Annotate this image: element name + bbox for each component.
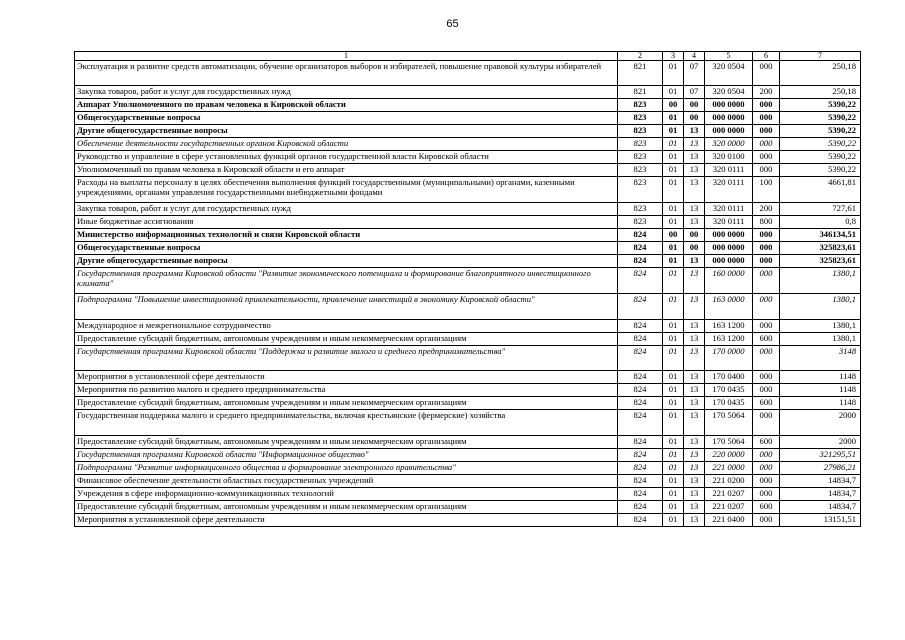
item-name-cell: Иные бюджетные ассигнования (75, 216, 618, 229)
expense-type-cell: 000 (753, 384, 780, 397)
subsection-code-cell: 13 (684, 255, 705, 268)
amount-cell: 14834,7 (780, 475, 861, 488)
expense-type-cell: 000 (753, 125, 780, 138)
subsection-code-cell: 00 (684, 229, 705, 242)
target-article-cell: 320 0100 (705, 151, 753, 164)
amount-cell: 1148 (780, 397, 861, 410)
table-row (75, 501, 861, 514)
section-code-cell: 01 (663, 514, 684, 527)
subsection-code-cell: 13 (684, 475, 705, 488)
table-row (75, 436, 861, 449)
item-name-cell: Мероприятия в установленной сфере деятельности (75, 514, 618, 527)
ministry-code-cell: 824 (618, 320, 663, 333)
item-name-cell: Министерство информационных технологий и связи Кировской области (75, 229, 618, 242)
table-row (75, 229, 861, 242)
subsection-code-cell: 13 (684, 203, 705, 216)
section-code-cell: 01 (663, 294, 684, 320)
section-code-cell: 01 (663, 410, 684, 436)
item-name-cell: Другие общегосударственные вопросы (75, 125, 618, 138)
ministry-code-cell: 824 (618, 410, 663, 436)
expense-type-cell: 000 (753, 99, 780, 112)
table-row (75, 320, 861, 333)
target-article-cell: 000 0000 (705, 242, 753, 255)
item-name-cell: Закупка товаров, работ и услуг для государственных нужд (75, 86, 618, 99)
amount-cell: 325823,61 (780, 255, 861, 268)
expense-type-cell: 000 (753, 242, 780, 255)
amount-cell: 727,61 (780, 203, 861, 216)
column-number: 5 (705, 52, 753, 61)
amount-cell: 5390,22 (780, 151, 861, 164)
item-name-cell: Государственная программа Кировской области "Развитие экономического потенциала и формирование благоприятного инвестиционного климата" (75, 268, 618, 294)
subsection-code-cell: 13 (684, 164, 705, 177)
table-row (75, 397, 861, 410)
ministry-code-cell: 824 (618, 255, 663, 268)
item-name-cell: Учреждения в сфере информационно-коммуникационных технологий (75, 488, 618, 501)
budget-table (74, 51, 861, 527)
target-article-cell: 000 0000 (705, 125, 753, 138)
subsection-code-cell: 13 (684, 462, 705, 475)
expense-type-cell: 000 (753, 449, 780, 462)
section-code-cell: 01 (663, 462, 684, 475)
expense-type-cell: 000 (753, 151, 780, 164)
expense-type-cell: 800 (753, 216, 780, 229)
target-article-cell: 000 0000 (705, 229, 753, 242)
ministry-code-cell: 823 (618, 112, 663, 125)
amount-cell: 5390,22 (780, 112, 861, 125)
column-number: 3 (663, 52, 684, 61)
column-number-row (75, 52, 861, 61)
item-name-cell: Государственная программа Кировской области "Информационное общество" (75, 449, 618, 462)
subsection-code-cell: 13 (684, 268, 705, 294)
section-code-cell: 01 (663, 436, 684, 449)
subsection-code-cell: 13 (684, 320, 705, 333)
expense-type-cell: 000 (753, 138, 780, 151)
item-name-cell: Международное и межрегиональное сотрудничество (75, 320, 618, 333)
expense-type-cell: 000 (753, 514, 780, 527)
ministry-code-cell: 824 (618, 229, 663, 242)
item-name-cell: Общегосударственные вопросы (75, 242, 618, 255)
expense-type-cell: 000 (753, 268, 780, 294)
amount-cell: 321295,51 (780, 449, 861, 462)
table-row (75, 294, 861, 320)
item-name-cell: Аппарат Уполномоченного по правам человека в Кировской области (75, 99, 618, 112)
target-article-cell: 000 0000 (705, 255, 753, 268)
target-article-cell: 320 0000 (705, 138, 753, 151)
amount-cell: 1148 (780, 371, 861, 384)
target-article-cell: 221 0207 (705, 488, 753, 501)
ministry-code-cell: 824 (618, 514, 663, 527)
target-article-cell: 320 0111 (705, 203, 753, 216)
subsection-code-cell: 13 (684, 125, 705, 138)
ministry-code-cell: 821 (618, 61, 663, 86)
ministry-code-cell: 824 (618, 346, 663, 371)
amount-cell: 2000 (780, 410, 861, 436)
target-article-cell: 170 5064 (705, 436, 753, 449)
subsection-code-cell: 13 (684, 488, 705, 501)
subsection-code-cell: 13 (684, 449, 705, 462)
item-name-cell: Другие общегосударственные вопросы (75, 255, 618, 268)
section-code-cell: 01 (663, 86, 684, 99)
amount-cell: 250,18 (780, 86, 861, 99)
expense-type-cell: 000 (753, 294, 780, 320)
amount-cell: 14834,7 (780, 501, 861, 514)
section-code-cell: 01 (663, 268, 684, 294)
table-row (75, 112, 861, 125)
table-row (75, 138, 861, 151)
target-article-cell: 320 0111 (705, 177, 753, 203)
section-code-cell: 01 (663, 61, 684, 86)
section-code-cell: 01 (663, 242, 684, 255)
amount-cell: 5390,22 (780, 138, 861, 151)
table-row (75, 514, 861, 527)
ministry-code-cell: 824 (618, 333, 663, 346)
ministry-code-cell: 824 (618, 436, 663, 449)
ministry-code-cell: 824 (618, 384, 663, 397)
item-name-cell: Мероприятия в установленной сфере деятельности (75, 371, 618, 384)
section-code-cell: 01 (663, 397, 684, 410)
table-row (75, 242, 861, 255)
subsection-code-cell: 13 (684, 397, 705, 410)
item-name-cell: Общегосударственные вопросы (75, 112, 618, 125)
ministry-code-cell: 821 (618, 86, 663, 99)
subsection-code-cell: 07 (684, 86, 705, 99)
expense-type-cell: 000 (753, 410, 780, 436)
table-row (75, 371, 861, 384)
expense-type-cell: 600 (753, 397, 780, 410)
table-row (75, 255, 861, 268)
amount-cell: 5390,22 (780, 164, 861, 177)
table-row (75, 346, 861, 371)
target-article-cell: 170 5064 (705, 410, 753, 436)
ministry-code-cell: 823 (618, 138, 663, 151)
section-code-cell: 01 (663, 488, 684, 501)
table-row (75, 177, 861, 203)
subsection-code-cell: 00 (684, 112, 705, 125)
section-code-cell: 01 (663, 125, 684, 138)
amount-cell: 5390,22 (780, 99, 861, 112)
section-code-cell: 01 (663, 151, 684, 164)
column-number: 7 (780, 52, 861, 61)
subsection-code-cell: 13 (684, 333, 705, 346)
expense-type-cell: 000 (753, 346, 780, 371)
subsection-code-cell: 13 (684, 514, 705, 527)
ministry-code-cell: 824 (618, 268, 663, 294)
amount-cell: 250,18 (780, 61, 861, 86)
expense-type-cell: 600 (753, 436, 780, 449)
target-article-cell: 221 0400 (705, 514, 753, 527)
target-article-cell: 163 1200 (705, 320, 753, 333)
target-article-cell: 221 0207 (705, 501, 753, 514)
table-row (75, 125, 861, 138)
expense-type-cell: 200 (753, 86, 780, 99)
subsection-code-cell: 13 (684, 138, 705, 151)
column-number: 1 (75, 52, 618, 61)
item-name-cell: Закупка товаров, работ и услуг для государственных нужд (75, 203, 618, 216)
section-code-cell: 01 (663, 346, 684, 371)
table-row (75, 410, 861, 436)
expense-type-cell: 000 (753, 255, 780, 268)
item-name-cell: Обеспечение деятельности государственных органов Кировской области (75, 138, 618, 151)
section-code-cell: 01 (663, 320, 684, 333)
ministry-code-cell: 824 (618, 501, 663, 514)
column-number: 4 (684, 52, 705, 61)
amount-cell: 325823,61 (780, 242, 861, 255)
section-code-cell: 01 (663, 333, 684, 346)
section-code-cell: 01 (663, 371, 684, 384)
ministry-code-cell: 824 (618, 475, 663, 488)
section-code-cell: 00 (663, 229, 684, 242)
section-code-cell: 01 (663, 384, 684, 397)
table-row (75, 99, 861, 112)
amount-cell: 3148 (780, 346, 861, 371)
table-row (75, 216, 861, 229)
target-article-cell: 163 0000 (705, 294, 753, 320)
table-row (75, 449, 861, 462)
expense-type-cell: 000 (753, 112, 780, 125)
page-number: 65 (446, 18, 459, 30)
amount-cell: 27986,21 (780, 462, 861, 475)
ministry-code-cell: 823 (618, 216, 663, 229)
target-article-cell: 163 1200 (705, 333, 753, 346)
ministry-code-cell: 824 (618, 488, 663, 501)
subsection-code-cell: 13 (684, 216, 705, 229)
target-article-cell: 000 0000 (705, 99, 753, 112)
item-name-cell: Расходы на выплаты персоналу в целях обеспечения выполнения функций государственными (муниципальными) органами, казенными учреждениями, органами управления государственными внебюджетными фондами (75, 177, 618, 203)
amount-cell: 5390,22 (780, 125, 861, 138)
amount-cell: 1148 (780, 384, 861, 397)
ministry-code-cell: 824 (618, 449, 663, 462)
item-name-cell: Предоставление субсидий бюджетным, автономным учреждениям и иным некоммерческим организациям (75, 397, 618, 410)
section-code-cell: 01 (663, 475, 684, 488)
table-row (75, 61, 861, 86)
target-article-cell: 170 0400 (705, 371, 753, 384)
expense-type-cell: 000 (753, 229, 780, 242)
target-article-cell: 320 0111 (705, 216, 753, 229)
target-article-cell: 160 0000 (705, 268, 753, 294)
item-name-cell: Предоставление субсидий бюджетным, автономным учреждениям и иным некоммерческим организациям (75, 333, 618, 346)
section-code-cell: 01 (663, 138, 684, 151)
item-name-cell: Подпрограмма "Развитие информационного общества и формирование электронного правительства" (75, 462, 618, 475)
section-code-cell: 00 (663, 99, 684, 112)
ministry-code-cell: 824 (618, 371, 663, 384)
expense-type-cell: 000 (753, 371, 780, 384)
subsection-code-cell: 13 (684, 501, 705, 514)
item-name-cell: Финансовое обеспечение деятельности областных государственных учреждений (75, 475, 618, 488)
section-code-cell: 01 (663, 112, 684, 125)
ministry-code-cell: 823 (618, 203, 663, 216)
subsection-code-cell: 13 (684, 151, 705, 164)
target-article-cell: 170 0435 (705, 397, 753, 410)
section-code-cell: 01 (663, 449, 684, 462)
expense-type-cell: 000 (753, 475, 780, 488)
expense-type-cell: 000 (753, 164, 780, 177)
column-number: 6 (753, 52, 780, 61)
target-article-cell: 221 0200 (705, 475, 753, 488)
target-article-cell: 220 0000 (705, 449, 753, 462)
table-row (75, 86, 861, 99)
item-name-cell: Предоставление субсидий бюджетным, автономным учреждениям и иным некоммерческим организациям (75, 501, 618, 514)
subsection-code-cell: 07 (684, 61, 705, 86)
ministry-code-cell: 824 (618, 397, 663, 410)
subsection-code-cell: 00 (684, 242, 705, 255)
ministry-code-cell: 823 (618, 125, 663, 138)
table-row (75, 384, 861, 397)
ministry-code-cell: 823 (618, 164, 663, 177)
ministry-code-cell: 824 (618, 462, 663, 475)
target-article-cell: 221 0000 (705, 462, 753, 475)
expense-type-cell: 000 (753, 488, 780, 501)
subsection-code-cell: 13 (684, 384, 705, 397)
amount-cell: 2000 (780, 436, 861, 449)
section-code-cell: 01 (663, 255, 684, 268)
expense-type-cell: 600 (753, 501, 780, 514)
table-row (75, 164, 861, 177)
target-article-cell: 170 0435 (705, 384, 753, 397)
item-name-cell: Руководство и управление в сфере установленных функций органов государственной власти Кировской области (75, 151, 618, 164)
expense-type-cell: 000 (753, 61, 780, 86)
subsection-code-cell: 13 (684, 177, 705, 203)
amount-cell: 14834,7 (780, 488, 861, 501)
ministry-code-cell: 823 (618, 99, 663, 112)
section-code-cell: 01 (663, 203, 684, 216)
expense-type-cell: 000 (753, 462, 780, 475)
section-code-cell: 01 (663, 501, 684, 514)
amount-cell: 1380,1 (780, 268, 861, 294)
item-name-cell: Подпрограмма "Повышение инвестиционной привлекательности, привлечение инвестиций в экономику Кировской области" (75, 294, 618, 320)
subsection-code-cell: 13 (684, 294, 705, 320)
subsection-code-cell: 13 (684, 436, 705, 449)
subsection-code-cell: 13 (684, 371, 705, 384)
section-code-cell: 01 (663, 177, 684, 203)
section-code-cell: 01 (663, 164, 684, 177)
table-row (75, 203, 861, 216)
amount-cell: 13151,51 (780, 514, 861, 527)
item-name-cell: Государственная поддержка малого и среднего предпринимательства, включая крестьянские (фермерские) хозяйства (75, 410, 618, 436)
target-article-cell: 320 0504 (705, 61, 753, 86)
item-name-cell: Государственная программа Кировской области "Поддержка и развитие малого и среднего предпринимательства" (75, 346, 618, 371)
target-article-cell: 320 0504 (705, 86, 753, 99)
ministry-code-cell: 824 (618, 294, 663, 320)
table-row (75, 462, 861, 475)
item-name-cell: Предоставление субсидий бюджетным, автономным учреждениям и иным некоммерческим организациям (75, 436, 618, 449)
amount-cell: 0,8 (780, 216, 861, 229)
table-row (75, 475, 861, 488)
column-number: 2 (618, 52, 663, 61)
amount-cell: 4661,81 (780, 177, 861, 203)
table-row (75, 333, 861, 346)
target-article-cell: 000 0000 (705, 112, 753, 125)
table-row (75, 268, 861, 294)
expense-type-cell: 600 (753, 333, 780, 346)
expense-type-cell: 200 (753, 203, 780, 216)
amount-cell: 346134,51 (780, 229, 861, 242)
table-row (75, 488, 861, 501)
amount-cell: 1380,1 (780, 320, 861, 333)
target-article-cell: 320 0111 (705, 164, 753, 177)
item-name-cell: Эксплуатация и развитие средств автоматизации, обучение организаторов выборов и избирателей, повышение правовой культуры избирателей (75, 61, 618, 86)
item-name-cell: Уполномоченный по правам человека в Кировской области и его аппарат (75, 164, 618, 177)
expense-type-cell: 100 (753, 177, 780, 203)
subsection-code-cell: 13 (684, 410, 705, 436)
ministry-code-cell: 823 (618, 177, 663, 203)
target-article-cell: 170 0000 (705, 346, 753, 371)
item-name-cell: Мероприятия по развитию малого и среднего предпринимательства (75, 384, 618, 397)
ministry-code-cell: 823 (618, 151, 663, 164)
subsection-code-cell: 13 (684, 346, 705, 371)
subsection-code-cell: 00 (684, 99, 705, 112)
amount-cell: 1380,1 (780, 333, 861, 346)
ministry-code-cell: 824 (618, 242, 663, 255)
amount-cell: 1380,1 (780, 294, 861, 320)
table-row (75, 151, 861, 164)
section-code-cell: 01 (663, 216, 684, 229)
expense-type-cell: 000 (753, 320, 780, 333)
